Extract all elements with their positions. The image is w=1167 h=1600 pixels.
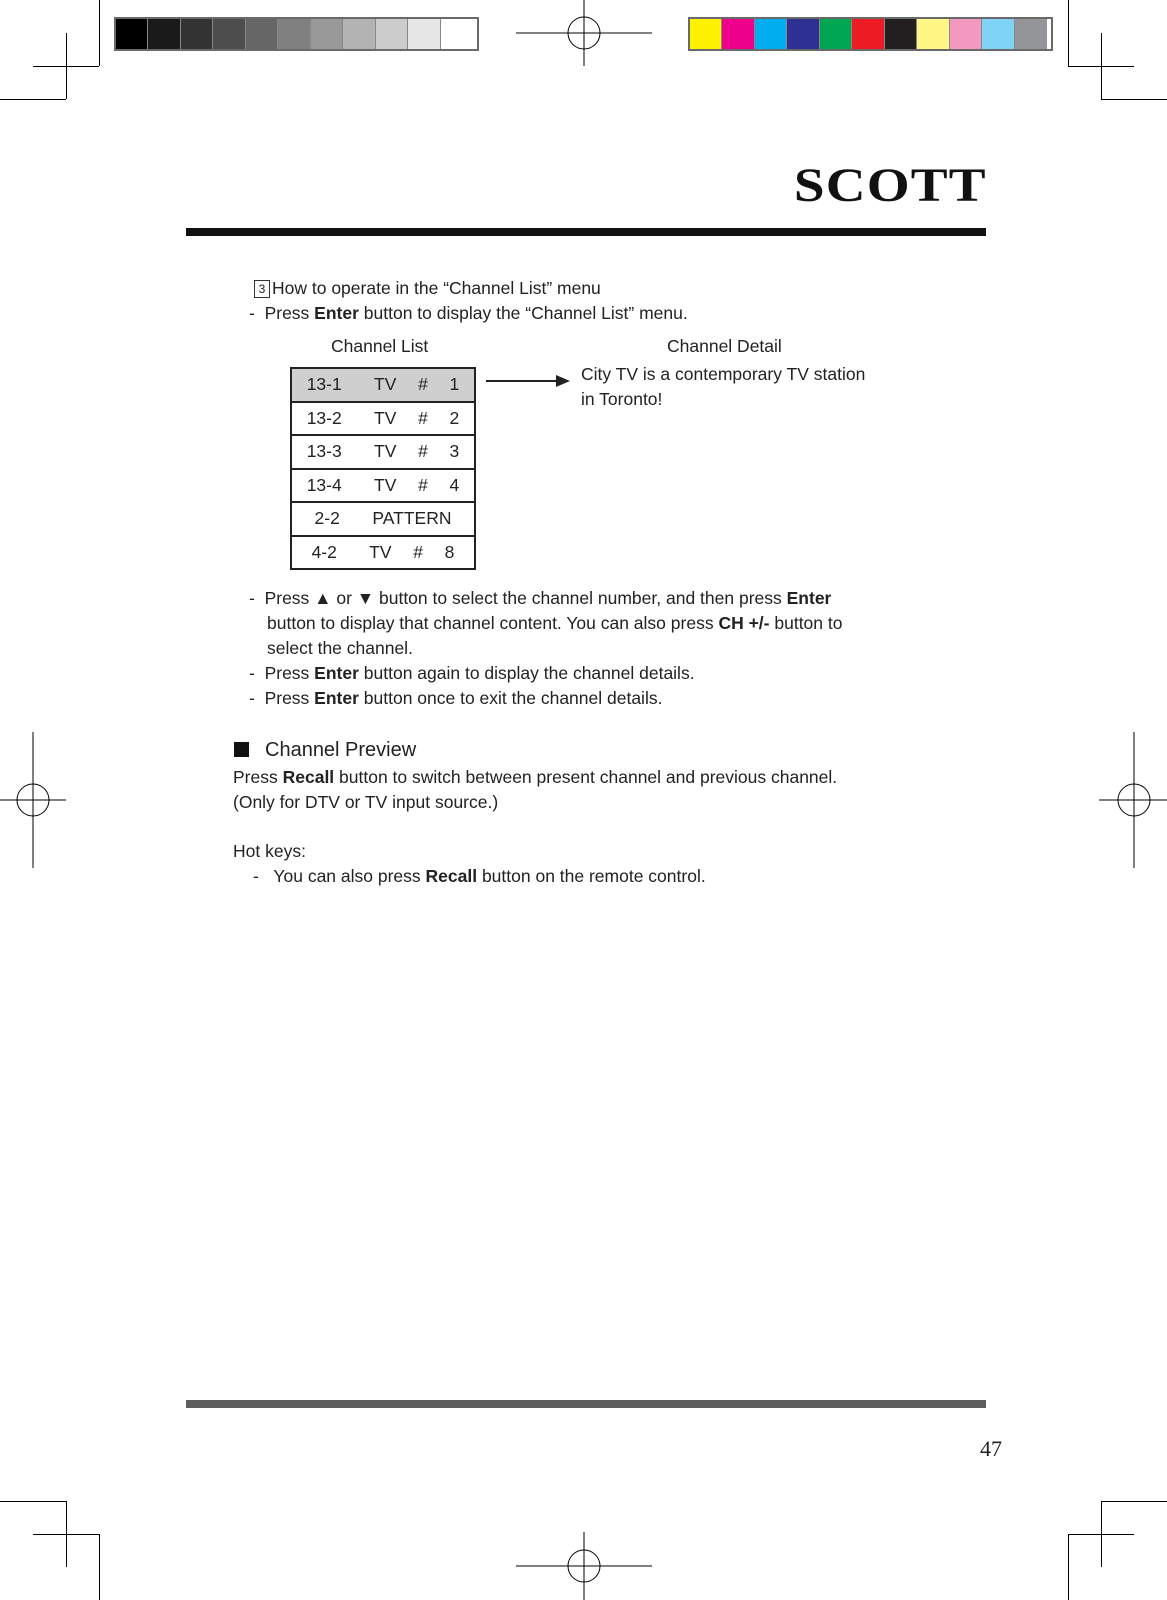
channel-list-row: 13-3 TV # 3 [292, 436, 474, 470]
arrow-icon [486, 372, 572, 390]
color-swatch [278, 19, 310, 49]
channel-detail-text: City TV is a contemporary TV station in Toronto! [581, 364, 866, 409]
crop-mark [1068, 1534, 1069, 1600]
hot-keys-item: - You can also press Recall button on the remote control. [253, 866, 706, 886]
color-swatch [246, 19, 278, 49]
color-swatch [181, 19, 213, 49]
channel-list-table [290, 367, 476, 570]
registration-mark-top [516, 0, 652, 68]
color-swatch [917, 19, 949, 49]
color-swatch [148, 19, 180, 49]
color-swatch [116, 19, 148, 49]
section-title: 3 How to operate in the “Channel List” menu [254, 276, 601, 301]
step-number-badge: 3 [254, 280, 270, 298]
grayscale-bar [114, 17, 479, 51]
header-rule [186, 228, 986, 236]
channel-list-row: 13-1 TV # 1 [292, 369, 474, 403]
color-swatch [820, 19, 852, 49]
color-swatch [213, 19, 245, 49]
process-color-bar [688, 17, 1053, 51]
brand-logo: SCOTT [794, 159, 987, 212]
crop-mark [0, 99, 66, 100]
color-swatch [343, 19, 375, 49]
up-arrow-icon: ▲ [314, 588, 332, 608]
color-swatch [722, 19, 754, 49]
channel-detail-label: Channel Detail [667, 336, 782, 356]
crop-mark [33, 66, 99, 67]
color-swatch [311, 19, 343, 49]
crop-mark [1101, 99, 1167, 100]
page-number: 47 [980, 1436, 1002, 1461]
step-select-channel: - Press ▲ or ▼ button to select the channel number, and then press Enter [249, 588, 832, 608]
channel-list-row: 13-4 TV # 4 [292, 470, 474, 504]
channel-list-label: Channel List [331, 336, 429, 356]
crop-mark [1068, 66, 1134, 67]
color-swatch [852, 19, 884, 49]
footer-rule [186, 1400, 986, 1408]
crop-mark [1068, 0, 1069, 66]
channel-list-row: 4-2 TV # 8 [311, 541, 455, 562]
channel-list-row: 13-2 TV # 2 [292, 403, 474, 437]
step-exit-details: - Press Enter button once to exit the channel details. [249, 688, 663, 708]
color-swatch [441, 19, 473, 49]
preview-description: Press Recall button to switch between present channel and previous channel. (Only for DTV or TV input source.) [233, 767, 838, 812]
section-heading: Channel Preview [234, 739, 416, 762]
registration-mark-bottom [516, 1532, 652, 1600]
step-instruction: - Press Enter button to display the “Channel List” menu. [249, 303, 688, 323]
color-swatch [408, 19, 440, 49]
color-swatch [885, 19, 917, 49]
hot-keys-label: Hot keys: [233, 841, 306, 861]
channel-list-row: 2-2 PATTERN [292, 503, 474, 537]
color-swatch [950, 19, 982, 49]
step-list: - Press ▲ or ▼ button to select the channel number, and then press Enter button to display that channel content. You can also press CH +/- button to select the channel. - Press Enter button again to display the channel details. - Press Enter button once to exit the channel details. [249, 586, 909, 711]
color-swatch [982, 19, 1014, 49]
step-show-details: - Press Enter button again to display the channel details. [249, 663, 695, 683]
crop-mark [33, 1534, 99, 1535]
color-swatch [690, 19, 722, 49]
down-arrow-icon: ▼ [356, 588, 375, 608]
square-bullet-icon [234, 742, 249, 757]
crop-mark [99, 1534, 100, 1600]
color-swatch [755, 19, 787, 49]
color-swatch [1015, 19, 1047, 49]
crop-mark [1101, 1501, 1167, 1502]
crop-mark [0, 1501, 66, 1502]
registration-mark-right [1099, 732, 1167, 868]
registration-mark-left [0, 732, 68, 868]
color-swatch [787, 19, 819, 49]
color-swatch [376, 19, 408, 49]
crop-mark [1068, 1534, 1134, 1535]
crop-mark [99, 0, 100, 66]
